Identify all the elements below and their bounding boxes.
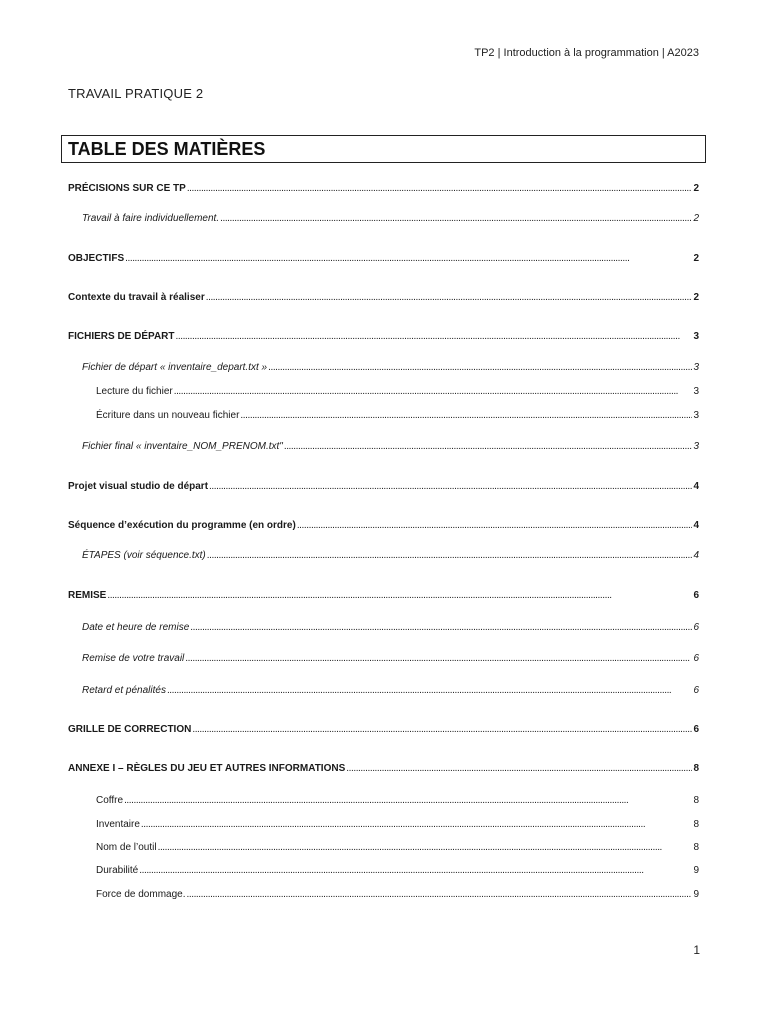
toc-entry-title: Fichier de départ « inventaire_depart.txt » — [82, 362, 268, 373]
toc-entry-page: 6 — [693, 622, 699, 633]
toc-entry[interactable] — [96, 818, 699, 832]
toc-entry-page: 3 — [693, 441, 699, 452]
toc-entry-page: 2 — [693, 253, 699, 264]
toc-entry[interactable] — [68, 252, 699, 266]
toc-entry-title: Retard et pénalités — [82, 685, 166, 696]
toc-entry[interactable] — [68, 589, 699, 603]
toc-entry[interactable] — [68, 723, 699, 737]
toc-entry[interactable] — [68, 330, 699, 344]
toc-entry-page: 4 — [693, 520, 699, 531]
toc-entry-title: Date et heure de remise — [82, 622, 190, 633]
toc-entry-title: OBJECTIFS — [68, 253, 125, 264]
toc-entry-page: 2 — [693, 213, 699, 224]
toc-dot-leader — [185, 652, 692, 666]
toc-entry-title: Séquence d’exécution du programme (en ordre) — [68, 520, 296, 531]
toc-dot-leader — [240, 409, 692, 423]
toc-dot-leader — [209, 480, 692, 494]
page-number: 1 — [693, 943, 700, 957]
toc-entry-title: Force de dommage. — [96, 889, 186, 900]
toc-entry-page: 6 — [693, 685, 699, 696]
toc-dot-leader — [207, 549, 693, 563]
toc-dot-leader — [297, 519, 693, 533]
toc-entry[interactable] — [96, 794, 699, 808]
toc-entry[interactable] — [68, 291, 699, 305]
toc-entry-title: PRÉCISIONS SUR CE TP — [68, 183, 186, 194]
toc-dot-leader — [167, 684, 692, 698]
toc-entry[interactable] — [96, 409, 699, 423]
toc-entry-page: 8 — [693, 795, 699, 806]
toc-dot-leader — [158, 841, 693, 855]
toc-entry[interactable] — [82, 440, 699, 454]
toc-dot-leader — [190, 621, 692, 635]
toc-entry-page: 8 — [693, 763, 699, 774]
toc-entry-page: 6 — [693, 724, 699, 735]
toc-entry-page: 9 — [693, 889, 699, 900]
toc-dot-leader — [268, 361, 692, 375]
toc-dot-leader — [107, 589, 692, 603]
toc-entry-page: 3 — [693, 331, 699, 342]
toc-entry-page: 6 — [693, 653, 699, 664]
toc-entry[interactable] — [82, 684, 699, 698]
toc-entry-page: 8 — [693, 819, 699, 830]
toc-entry-title: Remise de votre travail — [82, 653, 185, 664]
toc-entry-page: 9 — [693, 865, 699, 876]
toc-entry-title: Lecture du fichier — [96, 386, 173, 397]
toc-dot-leader — [206, 291, 693, 305]
toc-entry-title: Durabilité — [96, 865, 139, 876]
toc-dot-leader — [139, 864, 692, 878]
toc-heading-box — [61, 135, 706, 163]
toc-entry-page: 4 — [693, 550, 699, 561]
toc-entry-page: 2 — [693, 292, 699, 303]
toc-entry[interactable] — [96, 385, 699, 399]
toc-dot-leader — [125, 252, 692, 266]
toc-entry-page: 8 — [693, 842, 699, 853]
toc-entry-title: FICHIERS DE DÉPART — [68, 331, 175, 342]
toc-entry-title: Inventaire — [96, 819, 140, 830]
toc-entry[interactable] — [82, 361, 699, 375]
toc-heading: TABLE DES MATIÈRES — [68, 139, 266, 159]
toc-entry[interactable] — [96, 864, 699, 878]
toc-entry[interactable] — [68, 182, 699, 196]
toc-entry-page: 3 — [693, 362, 699, 373]
toc-entry[interactable] — [82, 621, 699, 635]
toc-entry-title: Projet visual studio de départ — [68, 481, 209, 492]
toc-entry[interactable] — [82, 652, 699, 666]
toc-dot-leader — [176, 330, 693, 344]
toc-dot-leader — [174, 385, 693, 399]
toc-dot-leader — [192, 723, 692, 737]
toc-entry-page: 4 — [693, 481, 699, 492]
toc-entry-title: Contexte du travail à réaliser — [68, 292, 205, 303]
toc-entry[interactable] — [68, 762, 699, 776]
toc-entry-title: Nom de l’outil — [96, 842, 157, 853]
toc-entry-page: 3 — [693, 410, 699, 421]
toc-entry[interactable] — [96, 888, 699, 902]
toc-entry-page: 3 — [693, 386, 699, 397]
toc-entry[interactable] — [96, 841, 699, 855]
toc-entry-title: ÉTAPES (voir séquence.txt) — [82, 550, 206, 561]
toc-entry-title: Écriture dans un nouveau fichier — [96, 410, 240, 421]
toc-entry-title: Coffre — [96, 795, 124, 806]
toc-dot-leader — [187, 182, 693, 196]
toc-entry-title: GRILLE DE CORRECTION — [68, 724, 192, 735]
toc-entry-title: Travail à faire individuellement. — [82, 213, 220, 224]
toc-dot-leader — [220, 212, 692, 226]
toc-entry[interactable] — [82, 212, 699, 226]
toc-entry-title: REMISE — [68, 590, 107, 601]
toc-dot-leader — [284, 440, 693, 454]
toc-entry[interactable] — [68, 519, 699, 533]
toc-dot-leader — [346, 762, 692, 776]
toc-entry-title: Fichier final « inventaire_NOM_PRENOM.txt" — [82, 441, 283, 452]
toc-entry[interactable] — [68, 480, 699, 494]
toc-dot-leader — [141, 818, 693, 832]
toc-entry[interactable] — [82, 549, 699, 563]
toc-entry-title: ANNEXE I – RÈGLES DU JEU ET AUTRES INFORMATIONS — [68, 763, 346, 774]
document-title: TRAVAIL PRATIQUE 2 — [68, 86, 204, 101]
toc-dot-leader — [124, 794, 692, 808]
toc-entry-page: 6 — [693, 590, 699, 601]
running-header: TP2 | Introduction à la programmation | A2023 — [474, 47, 699, 59]
toc-entry-page: 2 — [693, 183, 699, 194]
toc-dot-leader — [187, 888, 693, 902]
